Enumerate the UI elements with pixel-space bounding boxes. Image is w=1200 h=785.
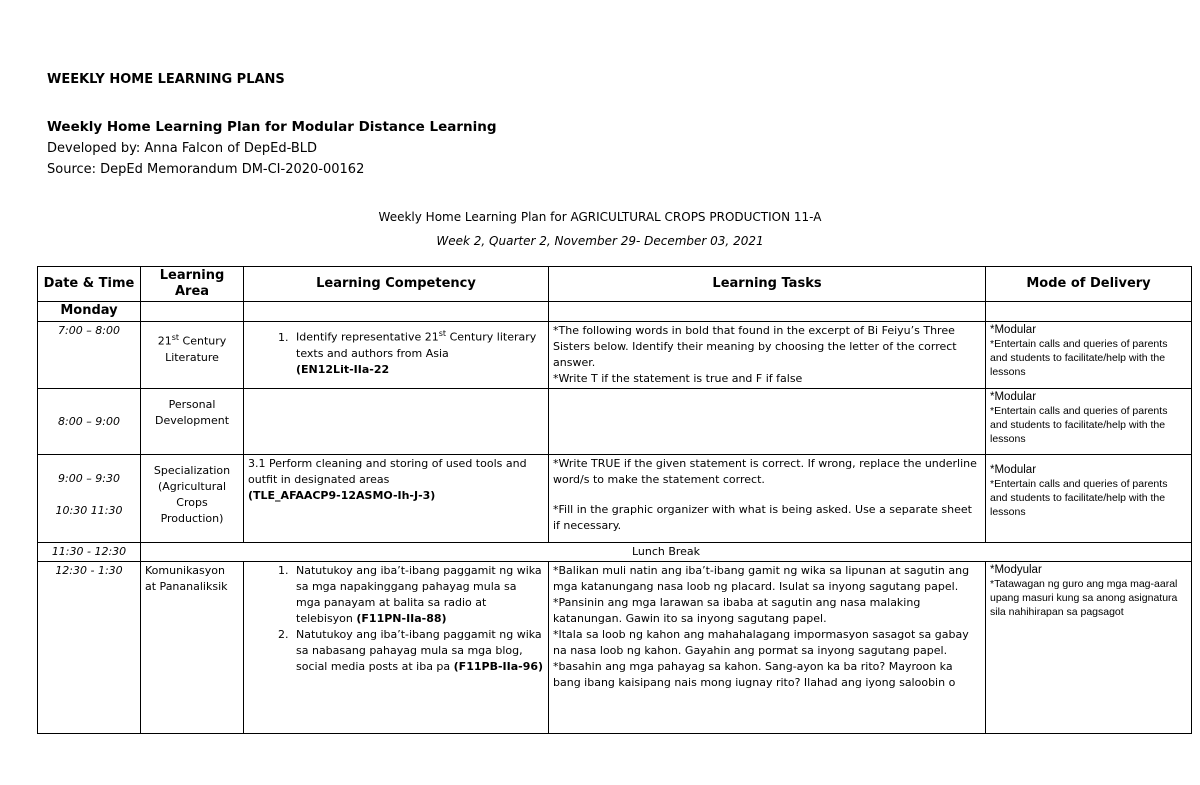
learning-area-cell: Komunikasyon at Pananaliksik: [141, 562, 244, 734]
table-row-lunch: [38, 543, 1192, 562]
col-header-learning-area: Learning Area: [141, 267, 244, 302]
competency-code: (TLE_AFAACP9-12ASMO-Ih-J-3): [248, 489, 436, 502]
learning-area-cell: 21st Century Literature: [141, 322, 244, 389]
table-row: [38, 562, 1192, 734]
competency-code: (F11PN-IIa-88): [356, 612, 447, 625]
competency-cell: 1. Identify representative 21st Century literary texts and authors from Asia (EN12Lit-IIa-22: [244, 322, 549, 389]
col-header-learning-tasks: Learning Tasks: [549, 267, 986, 302]
mode-cell: *Modular *Entertain calls and queries of parents and students to facilitate/help with the lessons: [986, 455, 1192, 543]
tasks-cell: *The following words in bold that found in the excerpt of Bi Feiyu’s Three Sisters below. Identify their meaning by choosing the letter of the correct answer. *Write T if the statement is true and F if false: [549, 322, 986, 389]
competency-cell: 3.1 Perform cleaning and storing of used tools and outfit in designated areas (TLE_AFAACP9-12ASMO-Ih-J-3): [244, 455, 549, 543]
document-title: WEEKLY HOME LEARNING PLANS: [47, 72, 285, 87]
competency-code: (EN12Lit-IIa-22: [296, 362, 390, 376]
developed-by: Developed by: Anna Falcon of DepEd-BLD: [47, 141, 318, 156]
tasks-cell: *Balikan muli natin ang iba’t-ibang gamit ng wika sa lipunan at sagutin ang mga katanungang nasa loob ng placard. Isulat sa inyong sagutang papel. *Pansinin ang mga larawan sa ibaba at sagutin ang nasa malaking katanungan. Gawin ito sa inyong sagutang papel. *Itala sa loob ng kahon ang mahahalagang impormasyon sasagot sa gabay na nasa loob ng kahon. Gayahin ang pormat sa inyong sagutang papel. *basahin ang mga pahayag sa kahon. Sang-ayon ka ba rito? Mayroon ka bang ibang kaisipang nais mong iugnay rito? Ilahad ang iyong saloobin o: [549, 562, 986, 734]
plan-title: Weekly Home Learning Plan for AGRICULTURAL CROPS PRODUCTION 11-A: [378, 210, 822, 224]
competency-code: (F11PB-IIa-96): [453, 660, 544, 673]
table-row: [38, 322, 1192, 389]
table-row-day: [38, 302, 1192, 322]
time-cell: 11:30 - 12:30: [38, 543, 141, 562]
day-label: Monday: [38, 302, 141, 322]
document-subtitle: Weekly Home Learning Plan for Modular Distance Learning: [47, 119, 497, 135]
plan-week: Week 2, Quarter 2, November 29- December 03, 2021: [436, 234, 764, 248]
mode-cell: *Modyular *Tatawagan ng guro ang mga mag-aaral upang masuri kung sa anong asignatura sila nahihirapan sa pagsagot: [986, 562, 1192, 734]
learning-plan-table: [37, 266, 1192, 734]
col-header-learning-competency: Learning Competency: [244, 267, 549, 302]
lunch-break-cell: Lunch Break: [141, 543, 1192, 562]
learning-area-cell: Personal Development: [141, 389, 244, 455]
mode-cell: *Modular *Entertain calls and queries of parents and students to facilitate/help with the lessons: [986, 322, 1192, 389]
mode-cell: *Modular *Entertain calls and queries of parents and students to facilitate/help with the lessons: [986, 389, 1192, 455]
table-header-row: [38, 267, 1192, 302]
col-header-mode-of-delivery: Mode of Delivery: [986, 267, 1192, 302]
time-cell: 8:00 – 9:00: [38, 389, 141, 455]
time-cell: 12:30 - 1:30: [38, 562, 141, 734]
col-header-date-time: Date & Time: [38, 267, 141, 302]
learning-area-cell: Specialization (Agricultural Crops Production): [141, 455, 244, 543]
source-line: Source: DepEd Memorandum DM-CI-2020-00162: [47, 162, 365, 177]
time-cell: 9:00 – 9:30 10:30 11:30: [38, 455, 141, 543]
table-row: [38, 455, 1192, 543]
table-row: [38, 389, 1192, 455]
competency-cell: 1. Natutukoy ang iba’t-ibang paggamit ng wika sa mga napakinggang pahayag mula sa mga panayam at balita sa radio at telebisyon (F11PN-IIa-88) 2. Natutukoy ang iba’t-ibang paggamit ng wika sa nabasang pahayag mula sa mga blog, social media posts at iba pa (F11PB-IIa-96): [244, 562, 549, 734]
time-cell: 7:00 – 8:00: [38, 322, 141, 389]
tasks-cell: *Write TRUE if the given statement is correct. If wrong, replace the underline word/s to make the statement correct. *Fill in the graphic organizer with what is being asked. Use a separate sheet if necessary.: [549, 455, 986, 543]
